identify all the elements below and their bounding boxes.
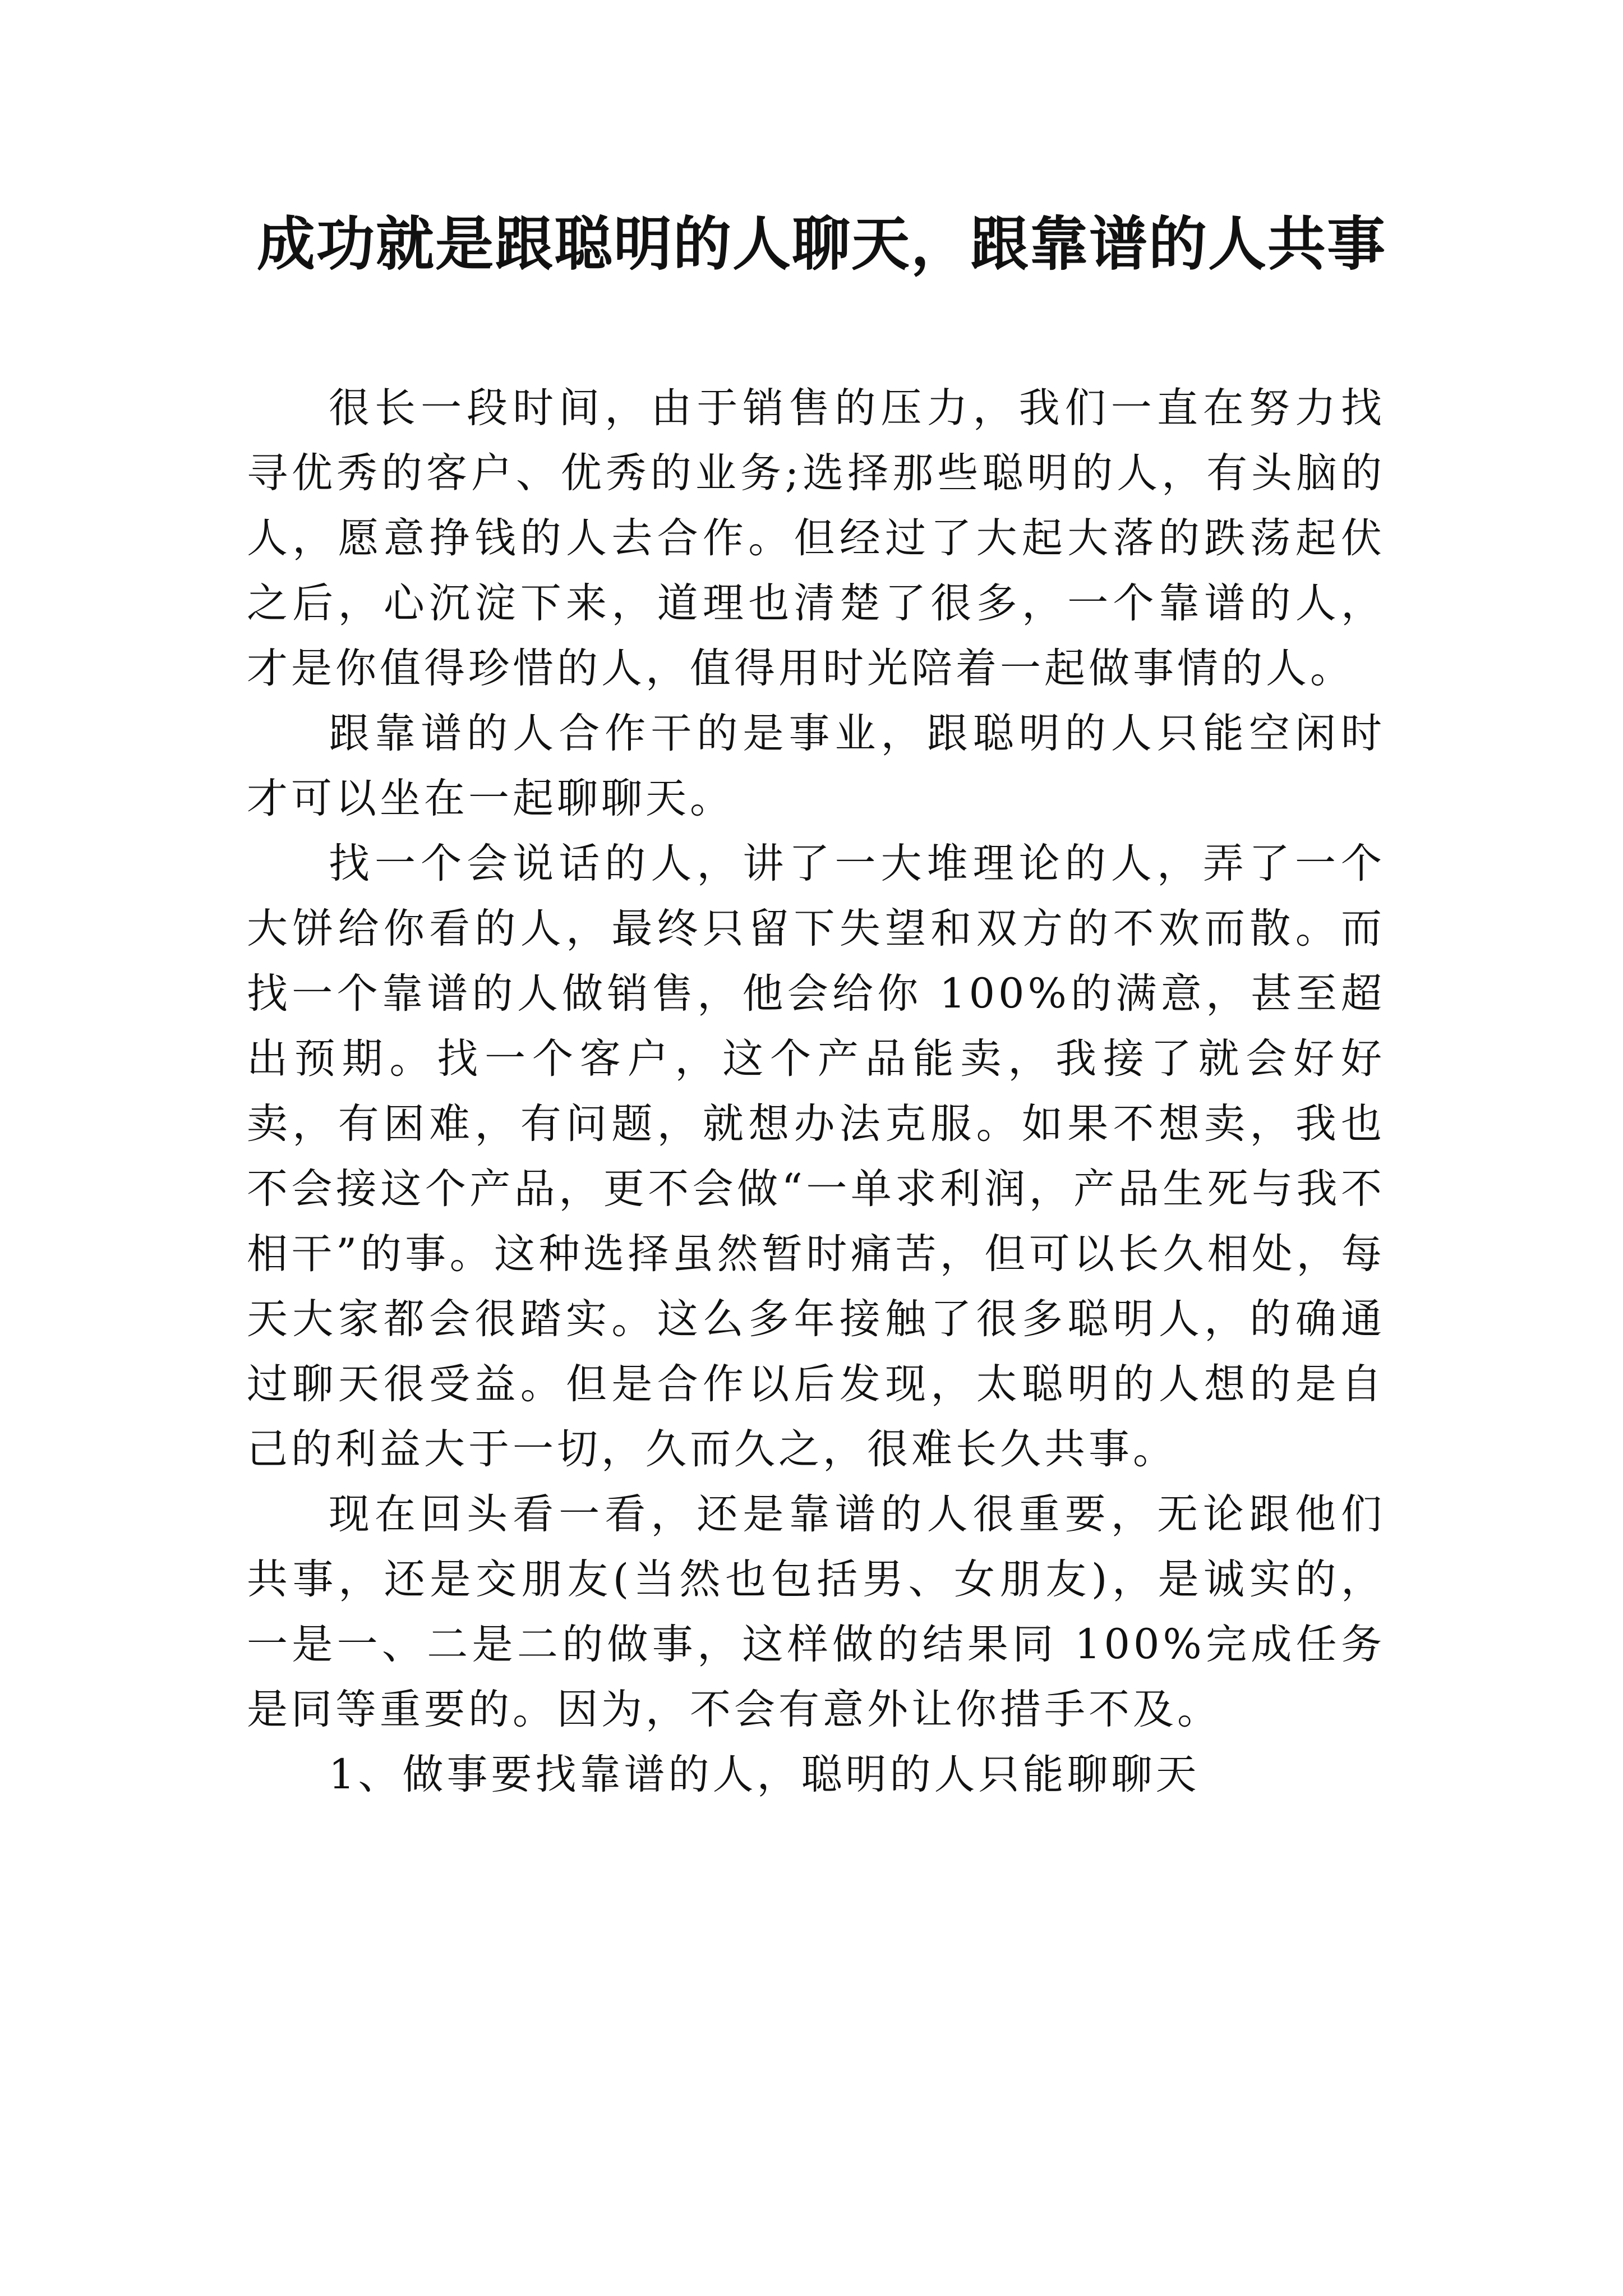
document-title: 成功就是跟聪明的人聊天，跟靠谱的人共事 <box>256 210 1386 278</box>
paragraph: 现在回头看一看，还是靠谱的人很重要，无论跟他们共事，还是交朋友(当然也包括男、女朋友)，是诚实的，一是一、二是二的做事，这样做的结果同 100%完成任务是同等重要的。因为，不会有意外让你措手不及。 <box>247 1490 1385 1733</box>
paragraph: 找一个会说话的人，讲了一大堆理论的人，弄了一个大饼给你看的人，最终只留下失望和双方的不欢而散。而找一个靠谱的人做销售，他会给你 100%的满意，甚至超出预期。找一个客户，这个产品能卖，我接了就会好好卖，有困难，有问题，就想办法克服。如果不想卖，我也不会接这个产品，更不会做“一单求利润，产品生死与我不相干”的事。这种选择虽然暂时痛苦，但可以长久相处，每天大家都会很踏实。这么多年接触了很多聪明人，的确通过聊天很受益。但是合作以后发现，太聪明的人想的是自己的利益大于一切，久而久之，很难长久共事。 <box>247 840 1385 1473</box>
paragraph: 很长一段时间，由于销售的压力，我们一直在努力找寻优秀的客户、优秀的业务;选择那些聪明的人，有头脑的人，愿意挣钱的人去合作。但经过了大起大落的跌荡起伏之后，心沉淀下来，道理也清楚了很多，一个靠谱的人，才是你值得珍惜的人，值得用时光陪着一起做事情的人。 <box>247 384 1385 692</box>
document-body <box>247 376 1385 1807</box>
section-heading: 1、做事要找靠谱的人，聪明的人只能聊聊天 <box>329 1751 1200 1798</box>
paragraph: 跟靠谱的人合作干的是事业，跟聪明的人只能空闲时才可以坐在一起聊聊天。 <box>247 710 1385 822</box>
